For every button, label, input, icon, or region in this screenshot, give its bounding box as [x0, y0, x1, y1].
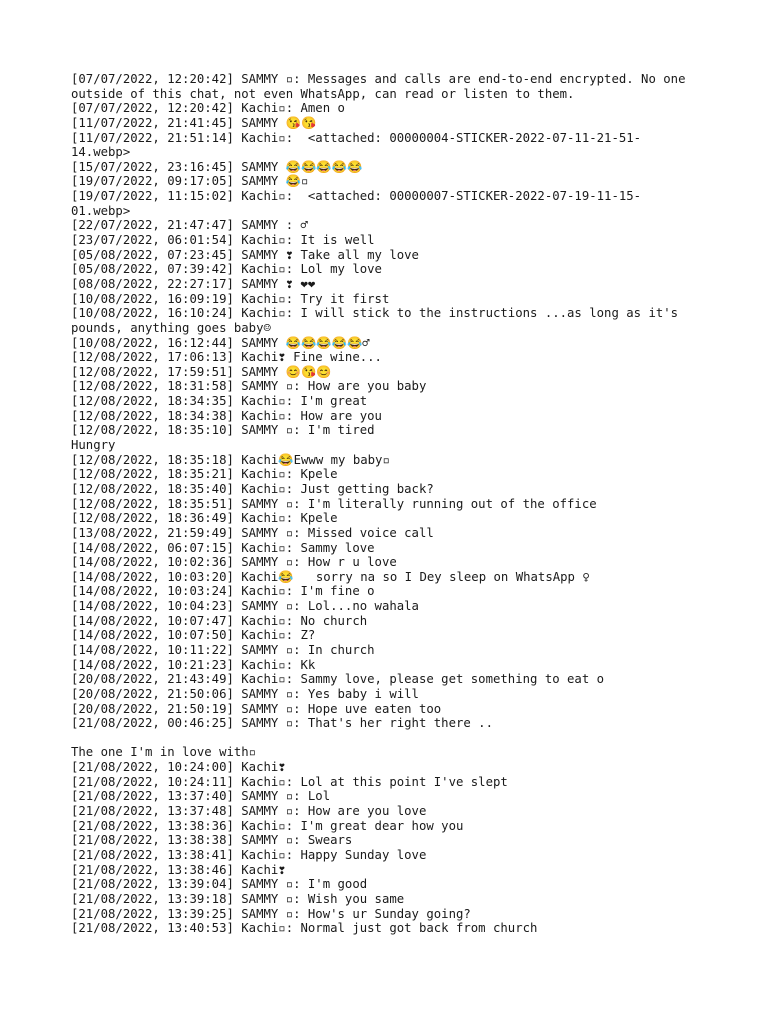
chat-line: [21/08/2022, 10:24:00] Kachi❣	[71, 760, 286, 775]
chat-line: [12/08/2022, 18:36:49] Kachi▫: Kpele	[71, 511, 338, 526]
chat-line: [14/08/2022, 10:02:36] SAMMY ▫: How r u love	[71, 555, 397, 570]
chat-line: outside of this chat, not even WhatsApp, can read or listen to them.	[71, 86, 575, 101]
chat-line: [14/08/2022, 10:03:20] Kachi😂 sorry na so I Dey sleep on WhatsApp ♀	[71, 569, 590, 584]
chat-line: [20/08/2022, 21:43:49] Kachi▫: Sammy love, please get something to eat o	[71, 672, 605, 687]
chat-line: [11/07/2022, 21:51:14] Kachi▫: <attached: 00000004-STICKER-2022-07-11-21-51-	[71, 130, 642, 145]
chat-line: [21/08/2022, 13:38:36] Kachi▫: I'm great dear how you	[71, 818, 464, 833]
chat-line: [21/08/2022, 13:40:53] Kachi▫: Normal just got back from church	[71, 921, 538, 936]
chat-line: 01.webp>	[71, 203, 131, 218]
chat-line: [14/08/2022, 06:07:15] Kachi▫: Sammy love	[71, 540, 375, 555]
chat-line: [20/08/2022, 21:50:19] SAMMY ▫: Hope uve eaten too	[71, 701, 442, 716]
chat-line: [11/07/2022, 21:41:45] SAMMY 😘😘	[71, 115, 317, 130]
chat-line: [08/08/2022, 22:27:17] SAMMY ❣ ❤❤	[71, 276, 316, 291]
chat-line: [15/07/2022, 23:16:45] SAMMY 😂😂😂😂😂	[71, 159, 363, 174]
chat-line: [12/08/2022, 18:35:51] SAMMY ▫: I'm literally running out of the office	[71, 496, 597, 511]
chat-line: [12/08/2022, 18:35:40] Kachi▫: Just getting back?	[71, 481, 434, 496]
chat-line: [21/08/2022, 00:46:25] SAMMY ▫: That's her right there ..	[71, 716, 493, 731]
chat-line: [12/08/2022, 18:34:35] Kachi▫: I'm great	[71, 394, 368, 409]
chat-line: The one I'm in love with▫	[71, 745, 257, 760]
chat-line: [05/08/2022, 07:39:42] Kachi▫: Lol my love	[71, 262, 382, 277]
chat-line: [12/08/2022, 18:35:10] SAMMY ▫: I'm tired	[71, 423, 375, 438]
chat-line: [12/08/2022, 18:31:58] SAMMY ▫: How are you baby	[71, 379, 427, 394]
chat-line: 14.webp>	[71, 145, 131, 160]
chat-line: [21/08/2022, 13:37:40] SAMMY ▫: Lol	[71, 789, 331, 804]
chat-line: [21/08/2022, 13:38:41] Kachi▫: Happy Sunday love	[71, 847, 427, 862]
chat-line: [10/08/2022, 16:10:24] Kachi▫: I will stick to the instructions ...as long as it's	[71, 306, 679, 321]
chat-line: [22/07/2022, 21:47:47] SAMMY : ♂	[71, 218, 308, 233]
chat-line: [10/08/2022, 16:12:44] SAMMY 😂😂😂😂😂♂	[71, 335, 370, 350]
chat-line: [14/08/2022, 10:11:22] SAMMY ▫: In church	[71, 642, 375, 657]
chat-line: [07/07/2022, 12:20:42] SAMMY ▫: Messages and calls are end-to-end encrypted. No one	[71, 72, 686, 86]
chat-line: [21/08/2022, 10:24:11] Kachi▫: Lol at this point I've slept	[71, 774, 508, 789]
chat-line: [07/07/2022, 12:20:42] Kachi▫: Amen o	[71, 101, 345, 116]
chat-line: [19/07/2022, 09:17:05] SAMMY 😂▫	[71, 174, 309, 189]
chat-line: [14/08/2022, 10:21:23] Kachi▫: Kk	[71, 657, 316, 672]
chat-line: [14/08/2022, 10:07:50] Kachi▫: Z?	[71, 628, 316, 643]
chat-line: [21/08/2022, 13:39:04] SAMMY ▫: I'm good	[71, 877, 368, 892]
chat-line: [12/08/2022, 18:35:18] Kachi😂Ewww my baby▫	[71, 452, 390, 467]
chat-line: [14/08/2022, 10:03:24] Kachi▫: I'm fine o	[71, 584, 375, 599]
chat-export-log	[71, 72, 701, 936]
chat-line: [21/08/2022, 13:37:48] SAMMY ▫: How are you love	[71, 804, 427, 819]
chat-line: [10/08/2022, 16:09:19] Kachi▫: Try it first	[71, 291, 390, 306]
chat-line: [21/08/2022, 13:39:18] SAMMY ▫: Wish you same	[71, 891, 405, 906]
chat-line: [19/07/2022, 11:15:02] Kachi▫: <attached: 00000007-STICKER-2022-07-19-11-15-	[71, 189, 642, 204]
chat-line: Hungry	[71, 438, 116, 453]
chat-line: [21/08/2022, 13:38:38] SAMMY ▫: Swears	[71, 833, 353, 848]
chat-line: [12/08/2022, 17:59:51] SAMMY 😊😘😊	[71, 364, 332, 379]
chat-line: [14/08/2022, 10:07:47] Kachi▫: No church	[71, 613, 368, 628]
chat-line: [23/07/2022, 06:01:54] Kachi▫: It is well	[71, 233, 375, 248]
chat-line: [12/08/2022, 18:35:21] Kachi▫: Kpele	[71, 467, 338, 482]
chat-line: [21/08/2022, 13:39:25] SAMMY ▫: How's ur Sunday going?	[71, 906, 471, 921]
chat-line: [05/08/2022, 07:23:45] SAMMY ❣ Take all my love	[71, 247, 419, 262]
chat-line: [12/08/2022, 18:34:38] Kachi▫: How are you	[71, 408, 382, 423]
chat-line: [21/08/2022, 13:38:46] Kachi❣	[71, 862, 286, 877]
chat-line	[71, 731, 701, 746]
chat-line: pounds, anything goes baby☺	[71, 320, 271, 335]
chat-line: [20/08/2022, 21:50:06] SAMMY ▫: Yes baby i will	[71, 686, 419, 701]
chat-line: [14/08/2022, 10:04:23] SAMMY ▫: Lol...no wahala	[71, 599, 419, 614]
chat-line: [12/08/2022, 17:06:13] Kachi❣ Fine wine...	[71, 350, 382, 365]
chat-line: [13/08/2022, 21:59:49] SAMMY ▫: Missed voice call	[71, 525, 434, 540]
